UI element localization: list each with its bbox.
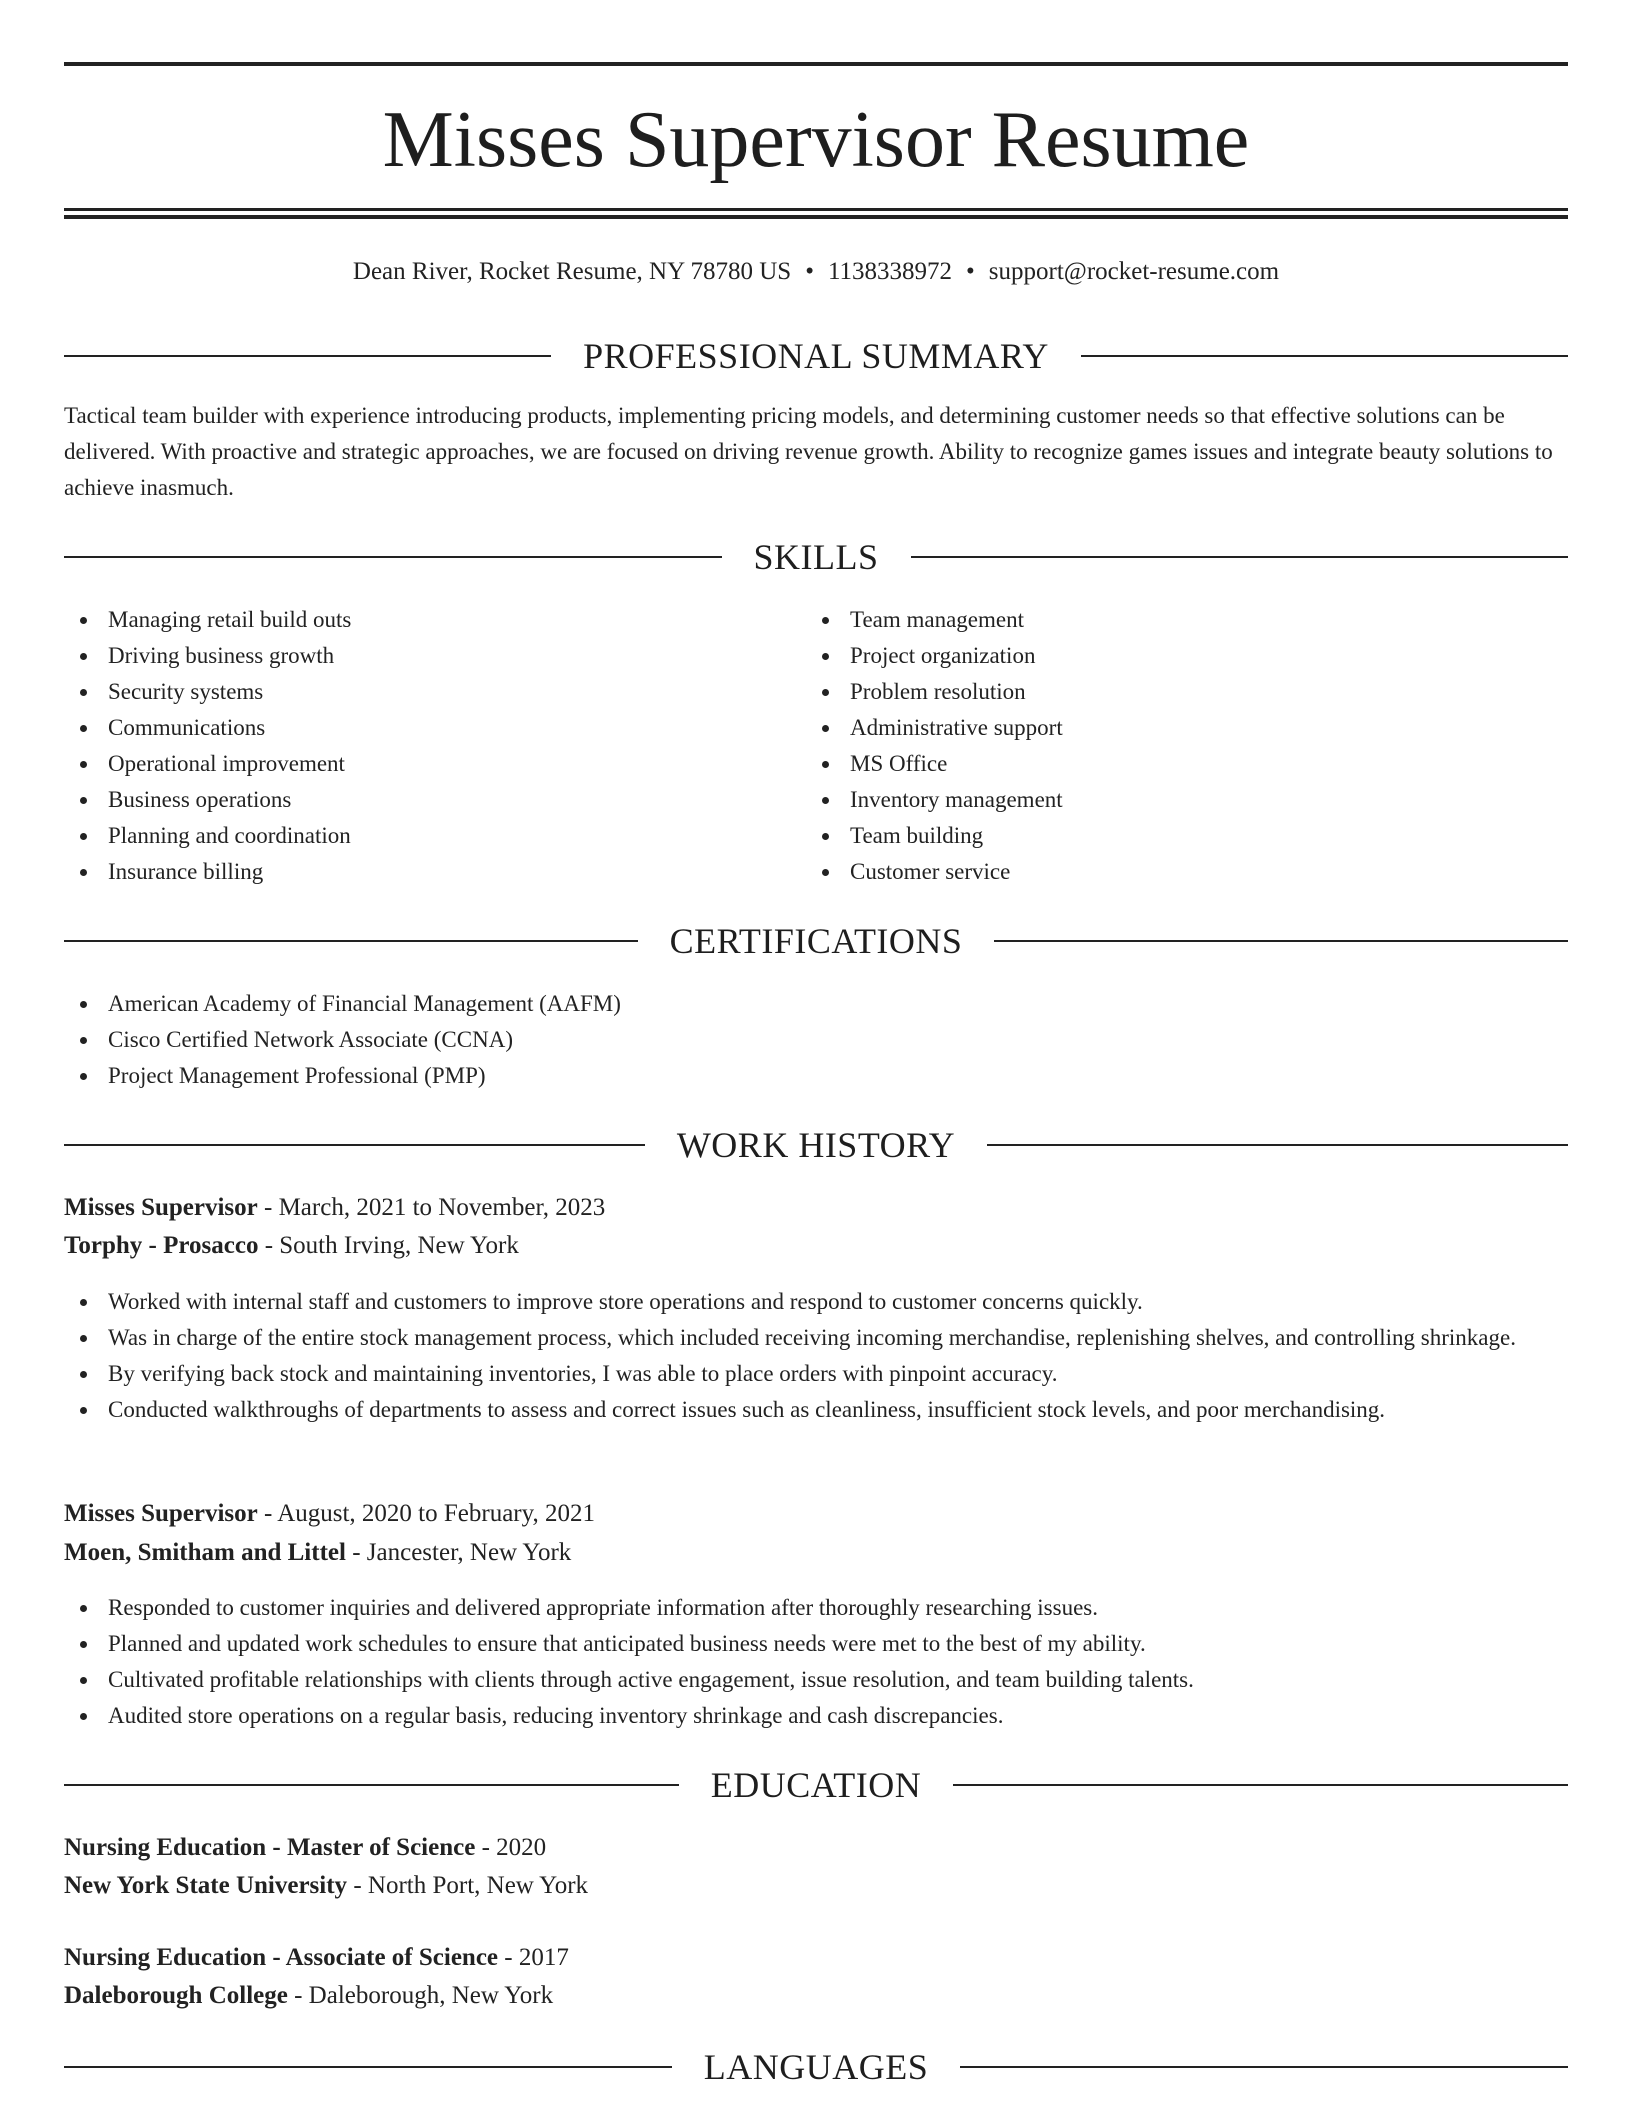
heading-rule-right (960, 2066, 1568, 2068)
heading-rule-left (64, 940, 638, 942)
skill-item: Communications (64, 710, 764, 746)
section-heading-work-history (64, 1123, 1568, 1167)
job-bullets (64, 1590, 1544, 1734)
job-bullet: By verifying back stock and maintaining inventories, I was able to place orders with pinpoint accuracy. (64, 1356, 1544, 1392)
heading-rule-left (64, 556, 722, 558)
job-bullet: Audited store operations on a regular basis, reducing inventory shrinkage and cash discrepancies. (64, 1698, 1544, 1734)
skill-item: Operational improvement (64, 746, 764, 782)
education-degree: Nursing Education - Master of Science (64, 1834, 476, 1861)
section-heading-certifications (64, 919, 1568, 963)
contact-address: Dean River, Rocket Resume, NY 78780 US (352, 258, 792, 285)
heading-rule-right (994, 940, 1568, 942)
job-company: Moen, Smitham and Littel (64, 1539, 346, 1566)
section-title: SKILLS (753, 537, 879, 577)
contact-line (64, 256, 1568, 288)
job-dates: March, 2021 to November, 2023 (278, 1194, 606, 1221)
skill-item: Team building (806, 818, 1506, 854)
job-location: Jancester, New York (366, 1539, 572, 1566)
section-heading-languages (64, 2045, 1568, 2089)
resume-title: Misses Supervisor Resume (382, 96, 1250, 184)
section-heading-education (64, 1763, 1568, 1807)
skill-item: Administrative support (806, 710, 1506, 746)
heading-rule-left (64, 1144, 645, 1146)
job-title-line: Misses Supervisor - March, 2021 to November, 2023 (64, 1194, 606, 1221)
certification-item: Project Management Professional (PMP) (64, 1058, 1568, 1094)
skill-item: Driving business growth (64, 638, 764, 674)
section-title: EDUCATION (710, 1765, 922, 1805)
heading-rule-right (987, 1144, 1568, 1146)
skill-item: Customer service (806, 854, 1506, 890)
section-title: CERTIFICATIONS (669, 921, 963, 961)
education-location: Daleborough, New York (308, 1982, 554, 2009)
job-title-line: Misses Supervisor - August, 2020 to February, 2021 (64, 1500, 596, 1527)
heading-rule-right (1081, 355, 1568, 357)
certifications-list (64, 986, 1568, 1094)
certification-item: Cisco Certified Network Associate (CCNA) (64, 1022, 1568, 1058)
heading-rule-right (953, 1784, 1568, 1786)
job-title: Misses Supervisor (64, 1500, 258, 1527)
job-bullet: Was in charge of the entire stock management process, which included receiving incoming merchandise, replenishing shelves, and controlling shrinkage. (64, 1320, 1544, 1356)
education-school: Daleborough College (64, 1982, 288, 2009)
job-bullet: Conducted walkthroughs of departments to assess and correct issues such as cleanliness, insufficient stock levels, and poor merchandising. (64, 1392, 1544, 1428)
header-rule-upper (64, 208, 1568, 211)
skill-item: Inventory management (806, 782, 1506, 818)
skill-item: Insurance billing (64, 854, 764, 890)
skill-item: Business operations (64, 782, 764, 818)
education-year: 2017 (518, 1944, 569, 1971)
education-school-line: Daleborough College - Daleborough, New York (64, 1982, 554, 2009)
section-title: PROFESSIONAL SUMMARY (583, 336, 1049, 376)
skill-item: Problem resolution (806, 674, 1506, 710)
job-company-line: Moen, Smitham and Littel - Jancester, New York (64, 1539, 572, 1566)
skill-item: MS Office (806, 746, 1506, 782)
section-heading-skills (64, 535, 1568, 579)
contact-email: support@rocket-resume.com (988, 258, 1280, 285)
job-bullet: Cultivated profitable relationships with clients through active engagement, issue resolution, and team building talents. (64, 1662, 1544, 1698)
heading-rule-left (64, 2066, 672, 2068)
heading-rule-left (64, 1784, 679, 1786)
header-top-rule (64, 62, 1568, 66)
summary-text: Tactical team builder with experience introducing products, implementing pricing models, and determining customer needs so that effective solutions can be delivered. With proactive and strategic approaches, we are focused on driving revenue growth. Ability to recognize games issues and integrate beauty solutions to achieve inasmuch. (64, 403, 1553, 500)
header-rule-lower (64, 215, 1568, 219)
job-title: Misses Supervisor (64, 1194, 258, 1221)
education-school-line: New York State University - North Port, New York (64, 1872, 589, 1899)
job-dates: August, 2020 to February, 2021 (277, 1500, 596, 1527)
skills-list-right (806, 602, 1506, 890)
job-bullet: Planned and updated work schedules to ensure that anticipated business needs were met to the best of my ability. (64, 1626, 1544, 1662)
job-bullet: Responded to customer inquiries and delivered appropriate information after thoroughly researching issues. (64, 1590, 1544, 1626)
education-school: New York State University (64, 1872, 348, 1899)
contact-phone: 1138338972 (827, 258, 953, 285)
job-bullet: Worked with internal staff and customers to improve store operations and respond to customer concerns quickly. (64, 1284, 1544, 1320)
job-bullets (64, 1284, 1544, 1428)
section-title: WORK HISTORY (676, 1125, 956, 1165)
heading-rule-right (911, 556, 1569, 558)
skill-item: Managing retail build outs (64, 602, 764, 638)
skills-list-left (64, 602, 764, 890)
contact-separator: • (966, 258, 975, 285)
heading-rule-left (64, 355, 551, 357)
job-company-line: Torphy - Prosacco - South Irving, New York (64, 1232, 519, 1259)
skill-item: Security systems (64, 674, 764, 710)
skill-item: Planning and coordination (64, 818, 764, 854)
education-degree: Nursing Education - Associate of Science (64, 1944, 499, 1971)
job-location: South Irving, New York (279, 1232, 519, 1259)
skill-item: Project organization (806, 638, 1506, 674)
section-heading-summary (64, 334, 1568, 378)
education-degree-line: Nursing Education - Master of Science - 2020 (64, 1834, 547, 1861)
section-title: LANGUAGES (703, 2047, 929, 2087)
skill-item: Team management (806, 602, 1506, 638)
education-degree-line: Nursing Education - Associate of Science - 2017 (64, 1944, 569, 1971)
certification-item: American Academy of Financial Management (AAFM) (64, 986, 1568, 1022)
education-year: 2020 (496, 1834, 547, 1861)
contact-separator: • (805, 258, 814, 285)
job-company: Torphy - Prosacco (64, 1232, 259, 1259)
education-location: North Port, New York (367, 1872, 589, 1899)
